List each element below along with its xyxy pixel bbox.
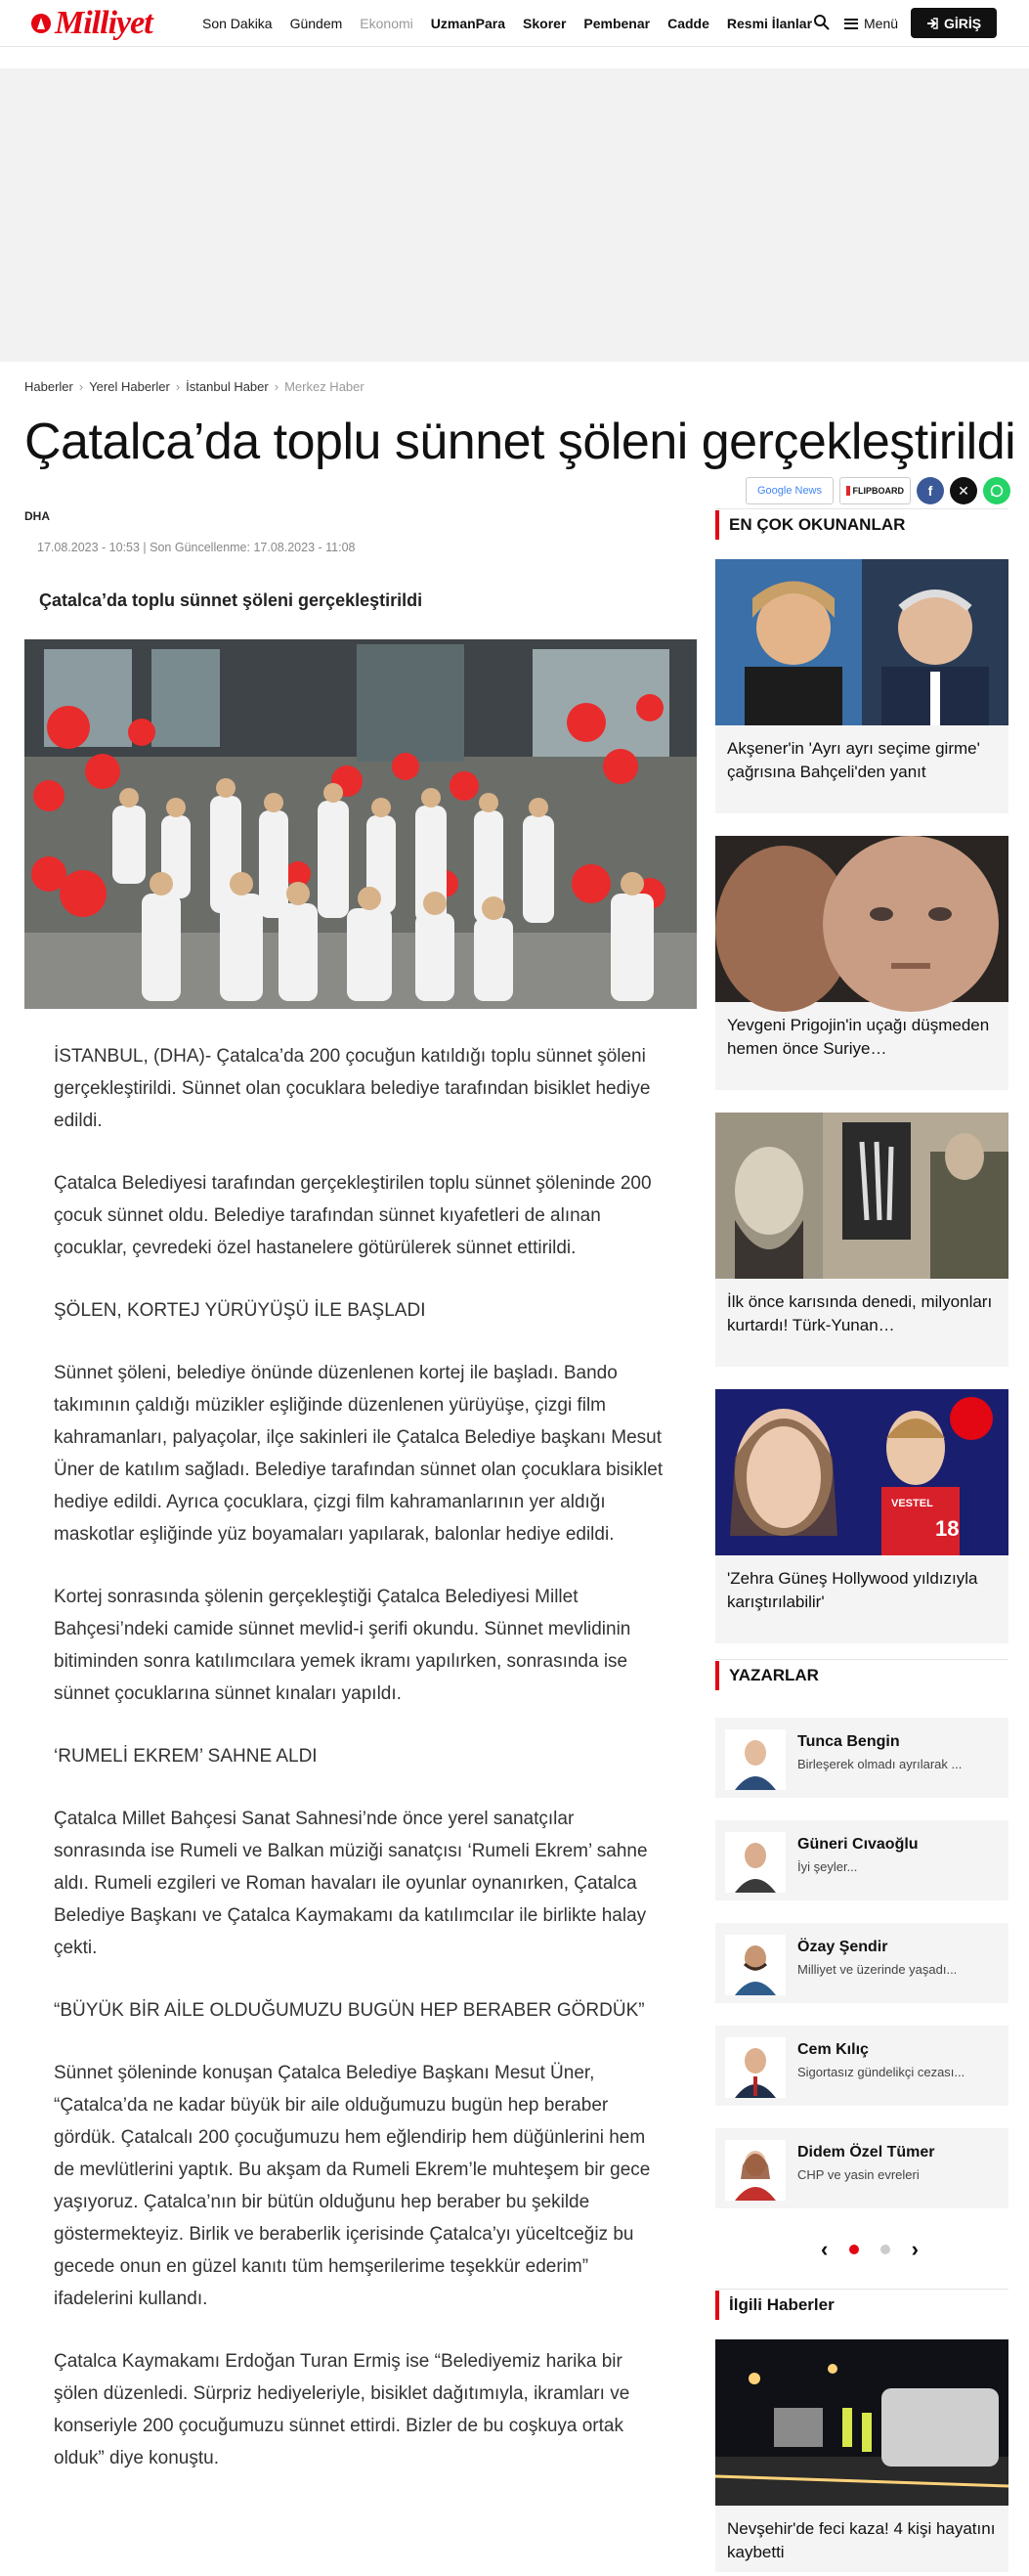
chevron-right-icon: › [274, 379, 279, 394]
article-subheading: ‘RUMELİ EKREM’ SAHNE ALDI [54, 1746, 318, 1767]
writer-teaser-4: Sigortasız gündelikçi cezası... [797, 2065, 965, 2079]
chevron-right-icon[interactable]: › [911, 2237, 919, 2261]
article-paragraph: Çatalca Kaymakamı Erdoğan Turan Ermiş ise “Belediyemiz harika bir şölen düzenledi. Sürpriz hediyeleriyle, bisiklet dağıtımıyla, ikramları ve konseriyle 200 çocuğumuzu sünnet ettirdi. Bizler de bu coşkuya ortak olduk” diye konuştu. [54, 2351, 630, 2468]
related-caption-1: Nevşehir'de feci kaza! 4 kişi hayatını kaybetti [727, 2519, 996, 2561]
nav-uzmanpara[interactable]: UzmanPara [430, 16, 506, 31]
logo-text: Milliyet [55, 5, 152, 41]
most-read-caption-3: İlk önce karısında denedi, milyonları kurtardı! Türk-Yunan… [727, 1292, 993, 1334]
writer-card-5[interactable] [715, 2128, 1008, 2208]
flipboard-label: FLIPBOARD [852, 486, 904, 496]
nav-resmi-ilanlar[interactable]: Resmi İlanlar [726, 16, 813, 31]
svg-text:18: 18 [935, 1516, 960, 1541]
writer-card-1[interactable] [715, 1718, 1008, 1798]
writer-avatar-3 [725, 1935, 786, 1995]
article-dates: 17.08.2023 - 10:53 | Son Güncellenme: 17.08.2023 - 11:08 [37, 541, 356, 554]
login-icon [926, 18, 938, 29]
writer-avatar-5 [725, 2140, 786, 2201]
chevron-left-icon[interactable]: ‹ [821, 2237, 829, 2261]
login-label: GİRİŞ [943, 15, 982, 31]
ad-banner [0, 68, 1029, 362]
section-accent-bar [715, 510, 719, 540]
milliyet-logo[interactable] [31, 6, 152, 41]
flipboard-icon [846, 486, 850, 496]
login-button[interactable] [911, 8, 997, 38]
nav-cadde[interactable]: Cadde [667, 16, 709, 31]
most-read-card-2[interactable] [715, 836, 1008, 1090]
nav-son-dakika[interactable]: Son Dakika [202, 16, 273, 31]
writers-slider-nav [821, 2237, 919, 2261]
breadcrumb-merkez: Merkez Haber [284, 379, 364, 394]
breadcrumb-yerel[interactable]: Yerel Haberler [89, 379, 170, 394]
writers-header [715, 1659, 1008, 1690]
most-read-caption-4: 'Zehra Güneş Hollywood yıldızıyla karıştırılabilir' [727, 1569, 978, 1611]
article-paragraph: Sünnet şöleninde konuşan Çatalca Belediye Başkanı Mesut Üner, “Çatalca’da ne kadar büyük bir aile olduğumuzu bugün hep beraber gördük. Çatalcalı 200 çocuğumuzu hem eğlendirip hem düğünlerini hem de mevlütlerini yaptık. Bu akşam da Rumeli Ekrem’le muhteşem bir gece yaşıyoruz. Çatalca’nın bir bütün olduğunu hep beraber bu şekilde göstermekteyiz. Birlik ve beraberlik içerisinde Çatalca’yı yüceltceğiz bu gecede onun en güzel kanıtı tüm hemşerilerime teşekkür ederim” ifadelerini kullandı. [54, 2063, 651, 2309]
breadcrumb [24, 379, 364, 394]
section-accent-bar [715, 2291, 719, 2320]
hamburger-icon [844, 19, 858, 29]
writer-card-2[interactable] [715, 1820, 1008, 1900]
most-read-card-3[interactable] [715, 1113, 1008, 1367]
article-paragraph: Sünnet şöleni, belediye önünde düzenlenen kortej ile başladı. Bando takımının çaldığı müzikler eşliğinde düzenlenen yürüyüşe, çizgi film kahramanları, palyaçolar, ilçe sakinleri ile Çatalca Belediye başkanı Mesut Üner de katılım sağladı. Belediye tarafından sünnet olan çocuklara bisiklet hediye edildi. Ayrıca çocuklara, çizgi film kahramanlarının yer aldığı maskotlar eşliğinde yüz boyamaları yapılarak, balonlar hediye edildi. [54, 1363, 664, 1545]
nav-pembenar[interactable]: Pembenar [583, 16, 651, 31]
article-paragraph: Kortej sonrasında şölenin gerçekleştiği Çatalca Belediyesi Millet Bahçesi’ndeki camide sünnet mevlid-i şerifi okundu. Sünnet mevlidinin bitiminden sonra katılımcılara yemek ikramı yapılırken, sonrasında ise sünnet çocuklarına sünnet kınaları yapıldı. [54, 1587, 631, 1704]
most-read-header [715, 508, 1008, 540]
related-image-1 [715, 2339, 1008, 2506]
most-read-caption-1: Akşener'in 'Ayrı ayrı seçime girme' çağrısına Bahçeli'den yanıt [727, 739, 980, 781]
article-paragraph: Çatalca Belediyesi tarafından gerçekleştirilen toplu sünnet şöleninde 200 çocuk sünnet oldu. Belediye tarafından sünnet kıyafetleri de alınan çocuklar, çevredeki özel hastanelere götürülerek sünnet ettirildi. [54, 1173, 652, 1258]
breadcrumb-istanbul[interactable]: İstanbul Haber [186, 379, 269, 394]
menu-button[interactable] [844, 14, 898, 33]
chevron-right-icon: › [78, 379, 84, 394]
most-read-image-2 [715, 836, 1008, 1002]
writer-card-3[interactable] [715, 1923, 1008, 2003]
writer-teaser-5: CHP ve yasin evreleri [797, 2167, 920, 2182]
most-read-image-4 [715, 1389, 1008, 1555]
svg-text:VESTEL: VESTEL [891, 1498, 933, 1509]
page-title: Çatalca’da toplu sünnet şöleni gerçekleştirildi [24, 414, 1016, 470]
writer-name-5: Didem Özel Tümer [797, 2144, 935, 2161]
section-accent-bar [715, 1661, 719, 1690]
google-news-button[interactable] [746, 477, 834, 504]
writer-avatar-1 [725, 1729, 786, 1790]
most-read-title: EN ÇOK OKUNANLAR [729, 514, 906, 534]
search-icon[interactable] [813, 14, 831, 31]
related-title: İlgili Haberler [729, 2294, 835, 2314]
article-subheading: “BÜYÜK BİR AİLE OLDUĞUMUZU BUGÜN HEP BERABER GÖRDÜK” [54, 2000, 645, 2021]
most-read-image-3 [715, 1113, 1008, 1279]
hero-image [24, 639, 697, 1009]
main-nav [193, 0, 813, 47]
article-paragraph: Çatalca Millet Bahçesi Sanat Sahnesi’nde önce yerel sanatçılar sonrasında ise Rumeli ve Balkan müziği sanatçısı ‘Rumeli Ekrem’ sahne aldı. Rumeli ezgileri ve Roman havaları ile oyunlar oynanırken, Çatalca Belediye Başkanı ve Çatalca Kaymakamı da katılımcılar ile birlikte halay çekti. [54, 1809, 648, 1958]
site-header [0, 0, 1029, 47]
article-subheading: ŞÖLEN, KORTEJ YÜRÜYÜŞÜ İLE BAŞLADI [54, 1300, 426, 1321]
google-news-label: Google News [756, 485, 823, 497]
most-read-caption-2: Yevgeni Prigojin'in uçağı düşmeden hemen önce Suriye… [727, 1016, 990, 1058]
slider-dot[interactable] [880, 2245, 890, 2254]
writer-teaser-3: Milliyet ve üzerinde yaşadı... [797, 1962, 958, 1977]
logo-icon [31, 14, 51, 33]
writer-avatar-2 [725, 1832, 786, 1893]
article-spot: Çatalca’da toplu sünnet şöleni gerçekleştirildi [39, 590, 423, 610]
nav-ekonomi[interactable]: Ekonomi [360, 16, 413, 31]
article-source: DHA [24, 509, 50, 523]
related-header [715, 2289, 1008, 2320]
menu-label: Menü [864, 16, 899, 31]
whatsapp-icon[interactable] [983, 477, 1010, 504]
writer-card-4[interactable] [715, 2026, 1008, 2106]
breadcrumb-haberler[interactable]: Haberler [24, 379, 73, 394]
writer-avatar-4 [725, 2037, 786, 2098]
related-card-1[interactable] [715, 2339, 1008, 2572]
article-paragraph: İSTANBUL, (DHA)- Çatalca’da 200 çocuğun katıldığı toplu sünnet şöleni gerçekleştirildi. Sünnet olan çocuklara belediye tarafından bisiklet hediye edildi. [54, 1046, 651, 1131]
chevron-right-icon: › [175, 379, 181, 394]
writer-name-1: Tunca Bengin [797, 1733, 900, 1750]
most-read-card-4[interactable] [715, 1389, 1008, 1643]
writer-teaser-1: Birleşerek olmadı ayrılarak ... [797, 1757, 963, 1771]
flipboard-button[interactable] [839, 477, 911, 504]
writer-name-3: Özay Şendir [797, 1939, 888, 1955]
writer-name-4: Cem Kılıç [797, 2041, 869, 2058]
slider-dot-active[interactable] [849, 2245, 859, 2254]
x-twitter-icon[interactable]: ✕ [950, 477, 977, 504]
facebook-icon[interactable]: f [917, 477, 944, 504]
most-read-image-1 [715, 559, 1008, 725]
article-body [54, 1040, 669, 2505]
writer-teaser-2: İyi şeyler... [797, 1859, 858, 1874]
most-read-card-1[interactable] [715, 559, 1008, 813]
nav-gundem[interactable]: Gündem [289, 16, 343, 31]
writers-title: YAZARLAR [729, 1665, 819, 1684]
share-bar [746, 477, 1010, 504]
writer-name-2: Güneri Cıvaoğlu [797, 1836, 919, 1853]
nav-skorer[interactable]: Skorer [523, 16, 567, 31]
